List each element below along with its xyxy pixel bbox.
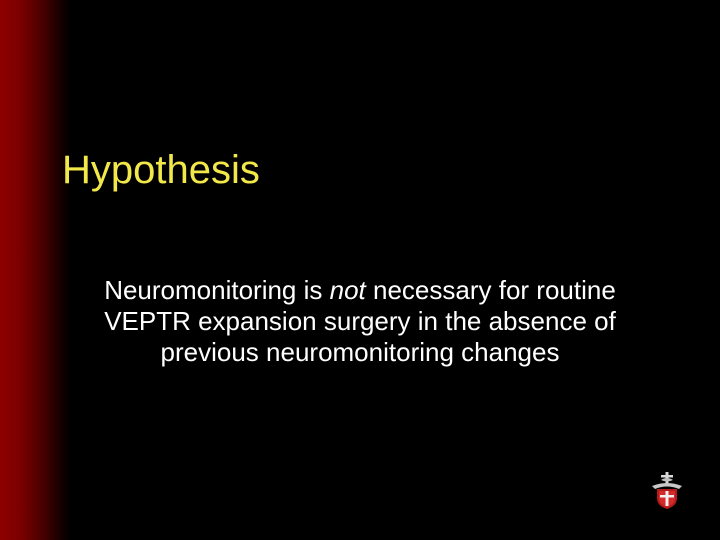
slide-title: Hypothesis	[62, 148, 260, 192]
hypothesis-statement	[90, 275, 630, 368]
statement-part-2: necessary for routine VEPTR expansion surgery in the absence of previous neuromonitoring changes	[104, 275, 616, 367]
statement-part-1: Neuromonitoring is	[104, 275, 330, 305]
left-accent-band	[0, 0, 70, 540]
institution-emblem-icon	[648, 470, 686, 510]
statement-emphasis: not	[329, 275, 366, 305]
